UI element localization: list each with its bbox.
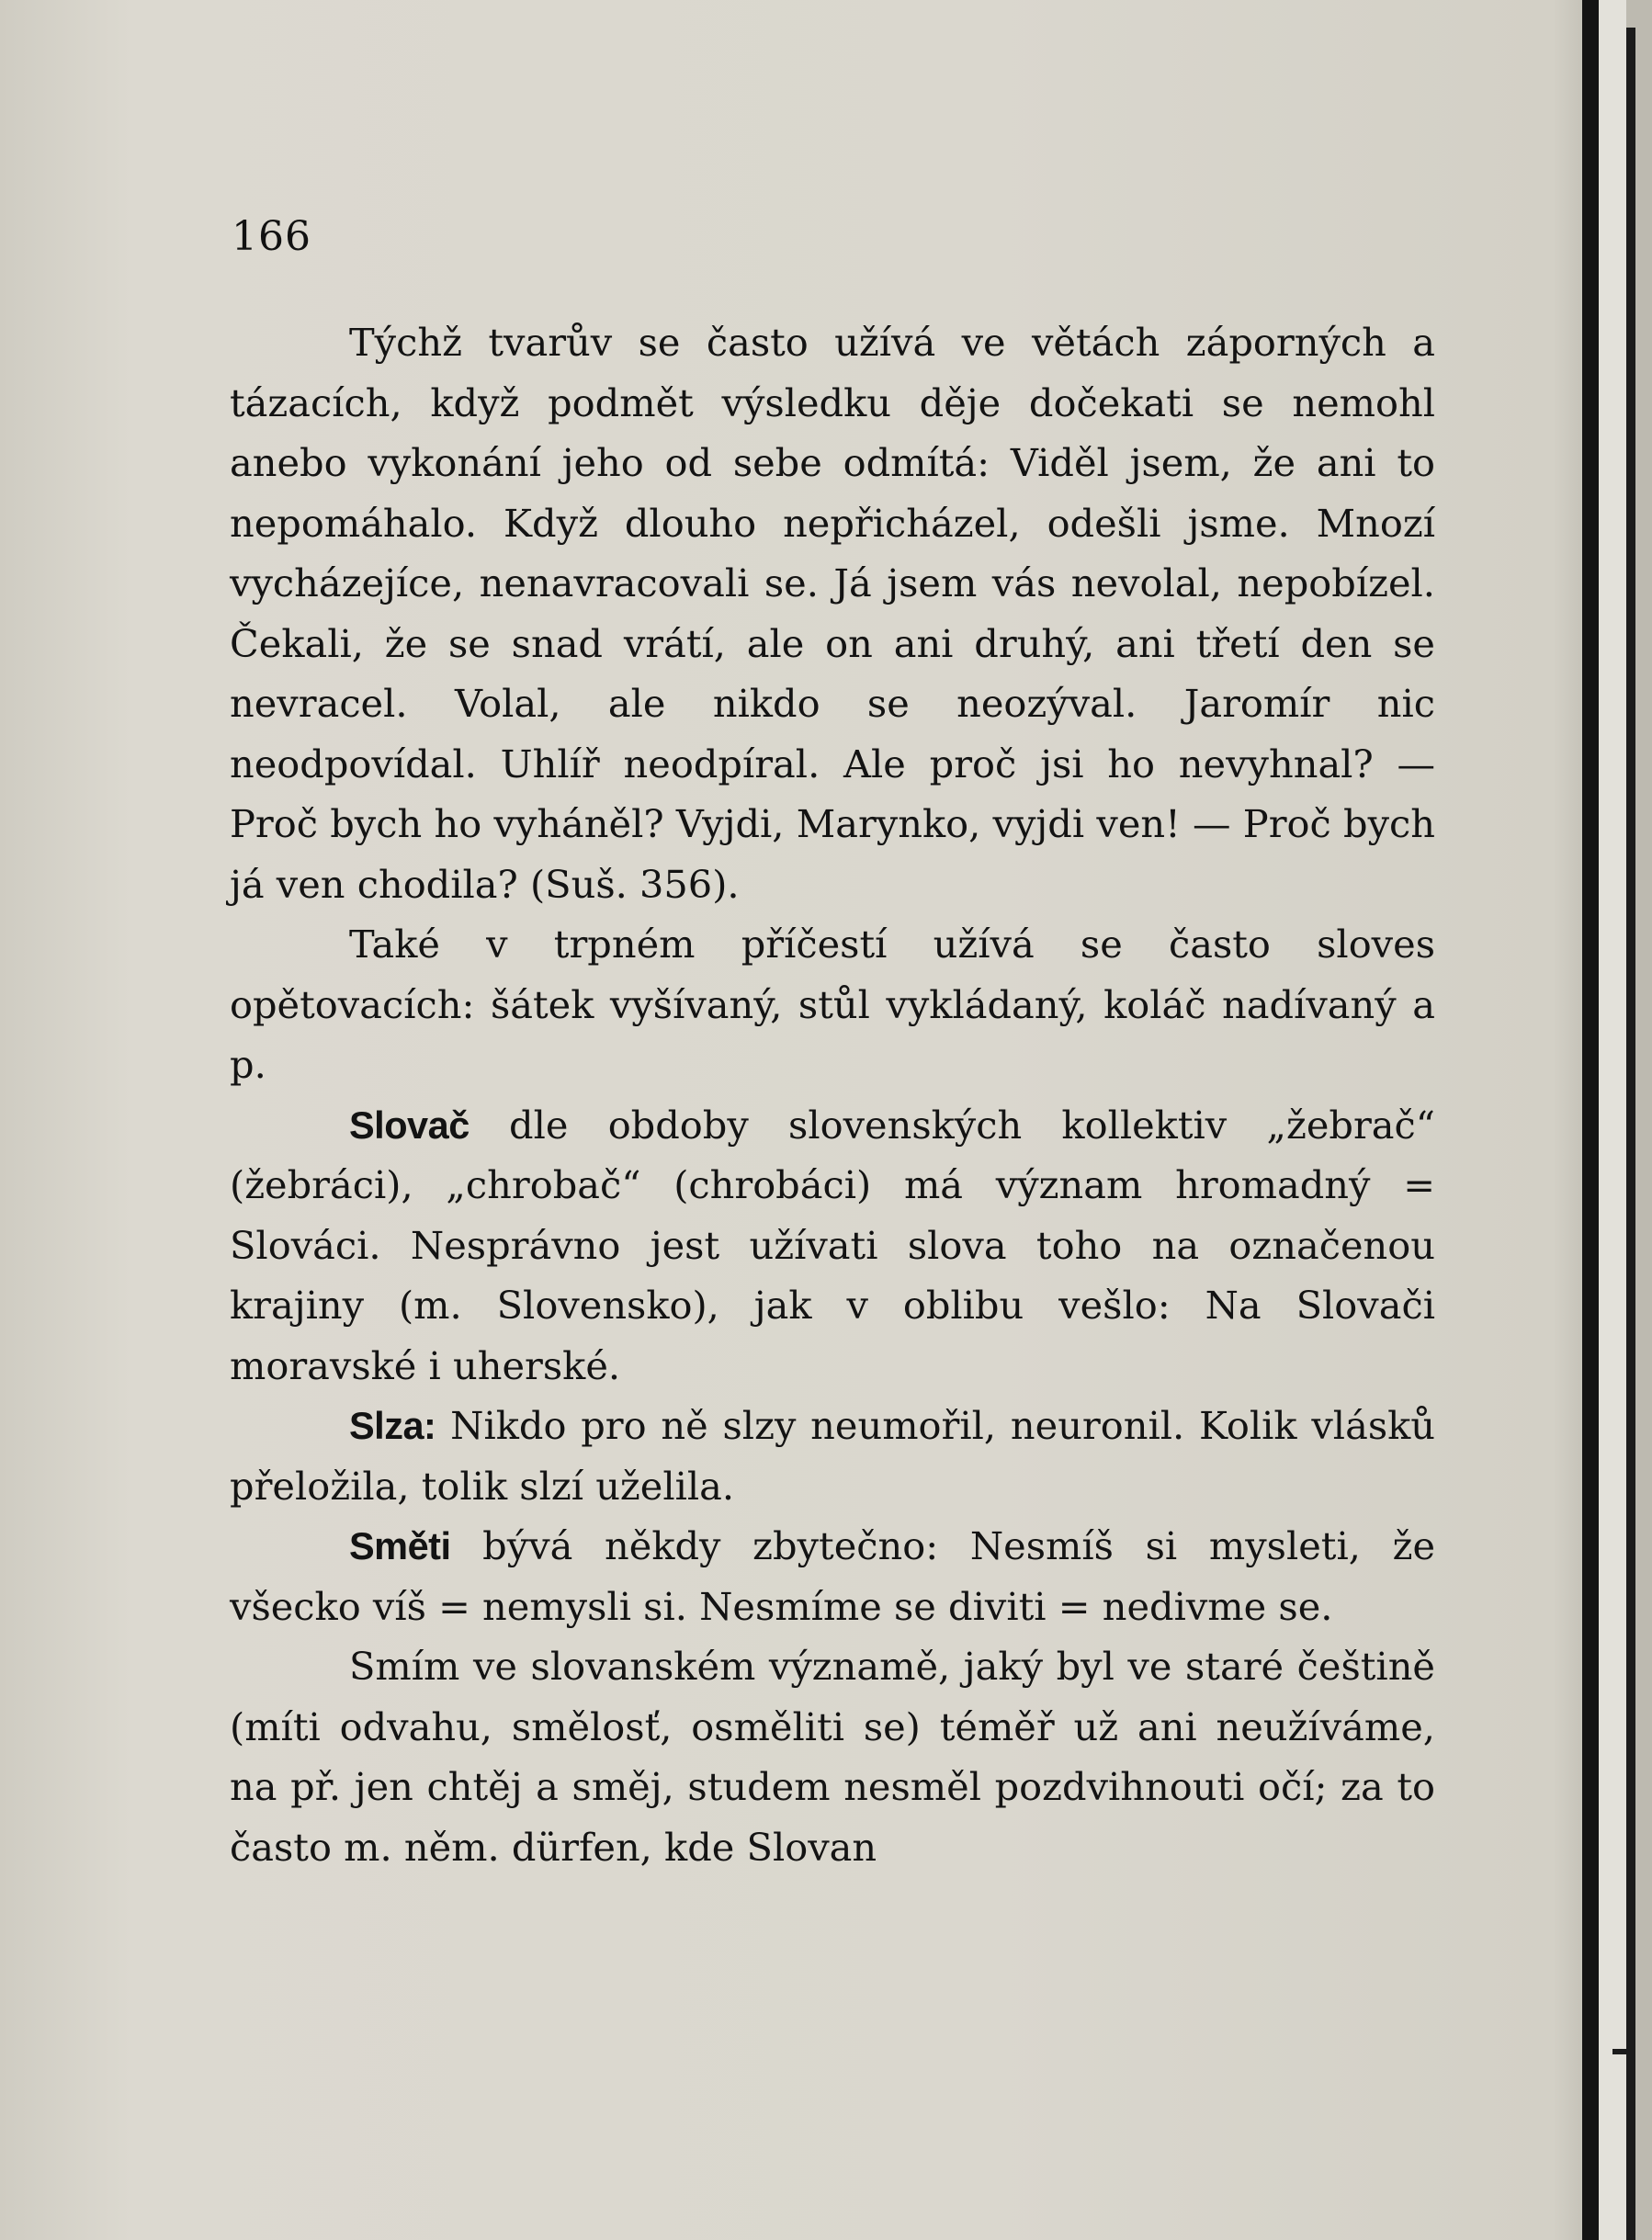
page-text [230, 312, 1435, 1877]
page-gutter-margin [1599, 0, 1626, 2240]
entry-smeti [230, 1516, 1435, 1636]
paragraph-smim [230, 1636, 1435, 1877]
entry-slza [230, 1396, 1435, 1516]
headword: Slza: [349, 1404, 436, 1447]
paragraph-text: Týchž tvarův se často užívá ve větách záporných a tázacích, když podmět výsledku děje dočekati se nemohl anebo vykonání jeho od sebe odmítá: Viděl jsem, že ani to nepomáhalo. Když dlouho nepřicházel, odešli jsme. Mnozí vycházejíce, nenavracovali se. Já jsem vás nevolal, nepobízel. Čekali, že se snad vrátí, ale on ani druhý, ani třetí den se nevracel. Volal, ale nikdo se neozýval. Jaromír nic neodpovídal. Uhlíř neodpíral. Ale proč jsi ho nevyhnal? — Proč bych ho vyháněl? Vyjdi, Marynko, vyjdi ven! — Proč bych já ven chodila? (Suš. 356). [230, 320, 1435, 907]
page-number: 166 [232, 213, 311, 260]
entry-text: bývá někdy zbytečno: Nesmíš si mysleti, že všecko víš = nemysli si. Nesmíme se diviti = nedivme se. [230, 1523, 1435, 1629]
entry-text: Nikdo pro ně slzy neumořil, neuronil. Kolik vlásků přeložila, tolik slzí uželila. [230, 1403, 1435, 1509]
paragraph-passive-participle [230, 914, 1435, 1095]
paragraph-text: Také v trpném příčestí užívá se často sloves opětovacích: šátek vyšívaný, stůl vykládaný, koláč nadívaný a p. [230, 922, 1435, 1087]
entry-text: dle obdoby slovenských kollektiv „žebrač“ (žebráci), „chrobač“ (chrobáci) má význam hromadný = Slováci. Nesprávno jest užívati slova toho na označenou krajiny (m. Slovensko), jak v oblibu vešlo: Na Slovači moravské i uherské. [230, 1102, 1435, 1388]
headword: Směti [349, 1524, 451, 1567]
book-edge-mark [1612, 2049, 1633, 2054]
paragraph-negative-clauses [230, 312, 1435, 914]
book-edge-line [1626, 28, 1635, 2240]
page-gutter-shadow [1582, 0, 1599, 2240]
headword: Slovač [349, 1103, 470, 1147]
entry-slovac [230, 1095, 1435, 1397]
paragraph-text: Smím ve slovanském významě, jaký byl ve staré češtině (míti odvahu, smělosť, osměliti se) téměř už ani neužíváme, na př. jen chtěj a směj, studem nesměl pozdvihnouti očí; za to často m. něm. dürfen, kde Slovan [230, 1644, 1435, 1870]
